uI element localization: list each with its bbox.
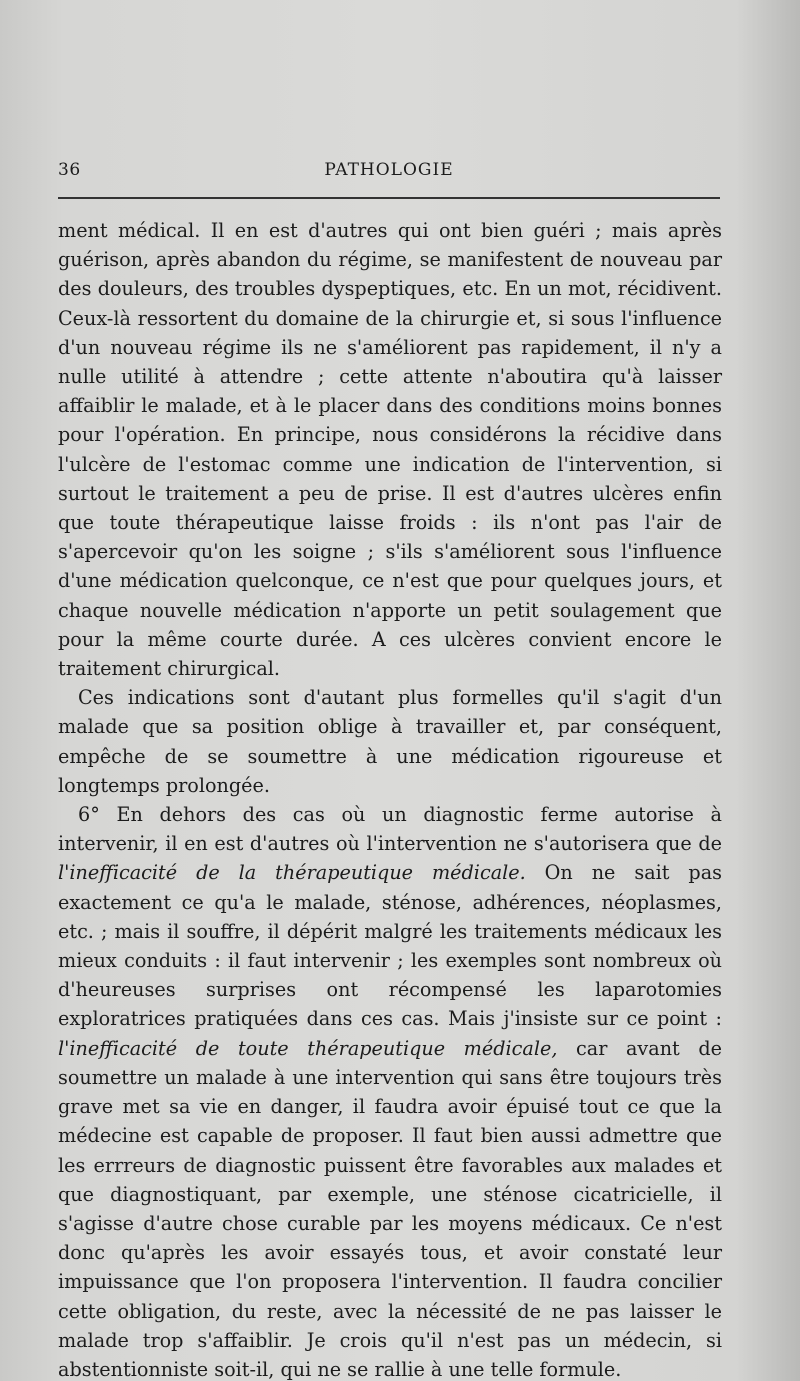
- paragraph-3-text-1: 6° En dehors des cas où un diagnostic ferme autorise à intervenir, il en est d'autres où l'intervention ne s'autorisera que de: [58, 803, 722, 856]
- header-rule: [58, 197, 720, 199]
- paragraph-3-italic-1: l'inefficacité de la thérapeutique médicale.: [58, 861, 526, 885]
- running-title: PATHOLOGIE: [324, 160, 454, 180]
- page-header: [58, 160, 720, 200]
- paragraph-3-italic-2: l'inefficacité de toute thérapeutique médicale,: [58, 1036, 558, 1060]
- paragraph-3-text-2: On ne sait pas exactement ce qu'a le malade, sténose, adhérences, néoplasmes, etc. ; mais il souffre, il dépérit malgré les traitements médicaux les mieux conduits : il faut intervenir ; les exemples sont nombreux où d'heureuses surprises ont récompensé les laparotomies exploratrices pratiquées dans ces cas. Mais j'insiste sur ce point :: [58, 861, 723, 1031]
- paragraph-2: Ces indications sont d'autant plus formelles qu'il s'agit d'un malade que sa position oblige à travailler et, par conséquent, empêche de se soumettre à une médication rigoureuse et longtemps prolongée.: [58, 686, 722, 797]
- paragraph-3: [58, 800, 722, 1381]
- body-text: [58, 216, 722, 1381]
- page-number: 36: [58, 160, 81, 180]
- paragraph-1: ment médical. Il en est d'autres qui ont bien guéri ; mais après guérison, après abandon du régime, se manifestent de nouveau par des douleurs, des troubles dyspeptiques, etc. En un mot, récidivent. Ceux-là ressortent du domaine de la chirurgie et, si sous l'influence d'un nouveau régime ils ne s'améliorent pas rapidement, il n'y a nulle utilité à attendre ; cette attente n'aboutira qu'à laisser affaiblir le malade, et à le placer dans des conditions moins bonnes pour l'opération. En principe, nous considérons la récidive dans l'ulcère de l'estomac comme une indication de l'intervention, si surtout le traitement a peu de prise. Il est d'autres ulcères enfin que toute thérapeutique laisse froids : ils n'ont pas l'air de s'apercevoir qu'on les soigne ; s'ils s'améliorent sous l'influence d'une médication quelconque, ce n'est que pour quelques jours, et chaque nouvelle médication n'apporte un petit soulagement que pour la même courte durée. A ces ulcères convient encore le traitement chirurgical.: [58, 219, 722, 681]
- paragraph-3-text-3: car avant de soumettre un malade à une intervention qui sans être toujours très grave met sa vie en danger, il faudra avoir épuisé tout ce que la médecine est capable de proposer. Il faut bien aussi admettre que les errreurs de diagnostic puissent être favorables aux malades et que diagnostiquant, par exemple, une sténose cicatricielle, il s'agisse d'autre chose curable par les moyens médicaux. Ce n'est donc qu'après les avoir essayés tous, et avoir constaté leur impuissance que l'on proposera l'intervention. Il faudra concilier cette obligation, du reste, avec la nécessité de ne pas laisser le malade trop s'affaiblir. Je crois qu'il n'est pas un médecin, si abstentionniste soit-il, qui ne se rallie à une telle formule.: [58, 1036, 722, 1381]
